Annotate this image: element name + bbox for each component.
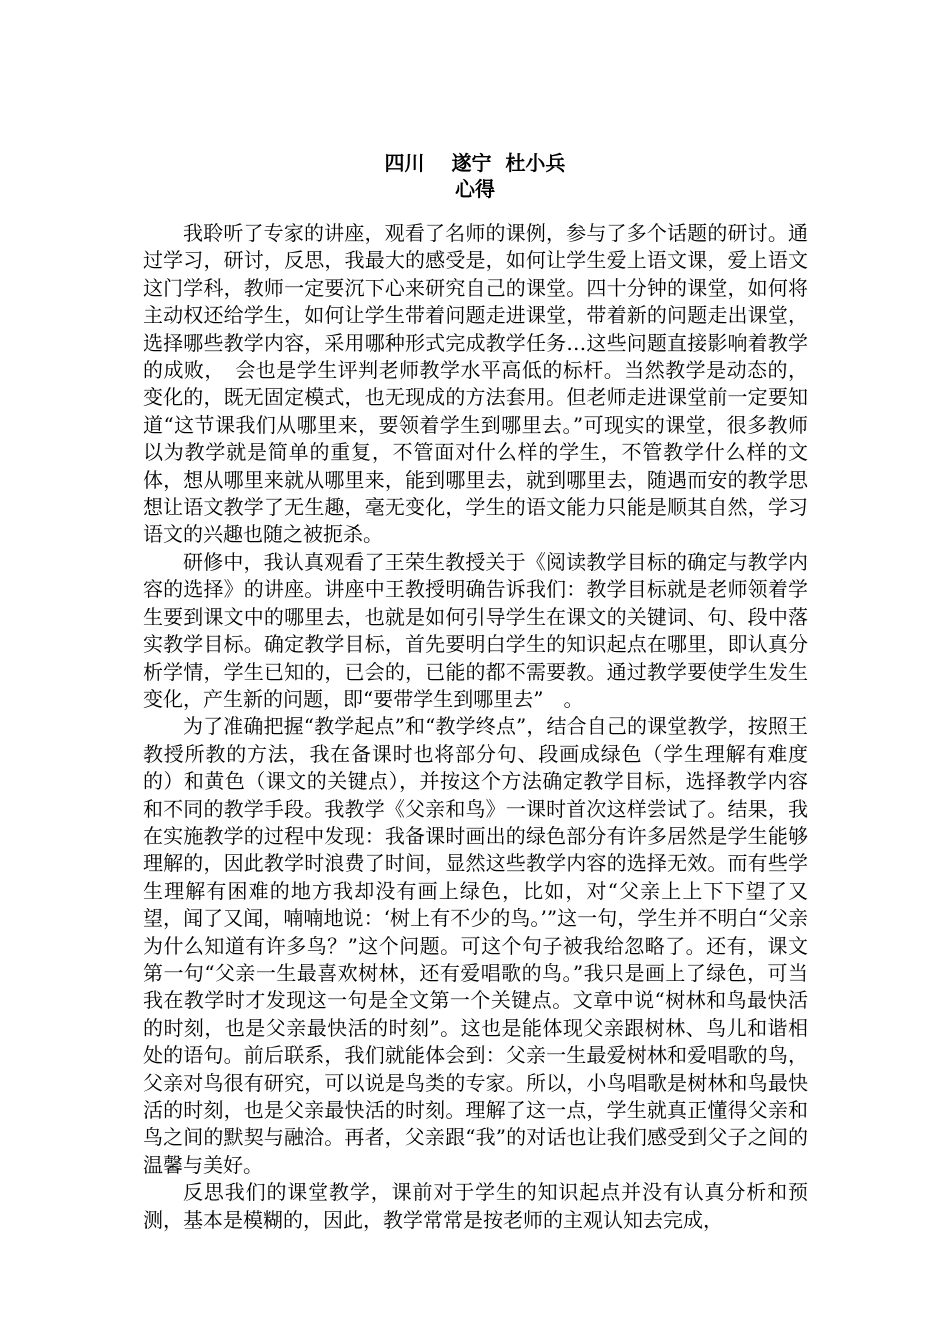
paragraph-4: 反思我们的课堂教学，课前对于学生的知识起点并没有认真分析和预测，基本是模糊的，因此，教学常常是按老师的主观认知去完成，: [143, 1180, 808, 1232]
paragraph-2: 研修中，我认真观看了王荣生教授关于《阅读教学目标的确定与教学内容的选择》的讲座。讲座中王教授明确告诉我们：教学目标就是老师领着学生要到课文中的哪里去，也就是如何引导学生在课文的关键词、句、段中落实教学目标。确定教学目标，首先要明白学生的知识起点在哪里，即认真分析学情，学生已知的，已会的，已能的都不需要教。通过教学要使学生发生变化，产生新的问题，即“要带学生到哪里去” 。: [143, 549, 808, 711]
document-body: [143, 220, 808, 1234]
document-header: [0, 150, 950, 202]
paragraph-3: 为了准确把握“教学起点”和“教学终点”，结合自己的课堂教学，按照王教授所教的方法，我在备课时也将部分句、段画成绿色（学生理解有难度的）和黄色（课文的关键点），并按这个方法确定教学目标，选择教学内容和不同的教学手段。我教学《父亲和鸟》一课时首次这样尝试了。结果，我在实施教学的过程中发现：我备课时画出的绿色部分有许多居然是学生能够理解的，因此教学时浪费了时间，显然这些教学内容的选择无效。而有些学生理解有困难的地方我却没有画上绿色，比如，对“父亲上上下下望了又望，闻了又闻，喃喃地说：‘树上有不少的鸟。’”这一句，学生并不明白“父亲为什么知道有许多鸟？”这个问题。可这个句子被我给忽略了。还有，课文第一句“父亲一生最喜欢树林，还有爱唱歌的鸟。”我只是画上了绿色，可当我在教学时才发现这一句是全文第一个关键点。文章中说“树林和鸟最快活的时刻，也是父亲最快活的时刻”。这也是能体现父亲跟树林、鸟儿和谐相处的语句。前后联系，我们就能体会到：父亲一生最爱树林和爱唱歌的鸟，父亲对鸟很有研究，可以说是鸟类的专家。所以，小鸟唱歌是树林和鸟最快活的时刻，也是父亲最快活的时刻。理解了这一点，学生就真正懂得父亲和鸟之间的默契与融洽。再者，父亲跟“我”的对话也让我们感受到父子之间的温馨与美好。: [143, 714, 808, 1177]
author-line: 四川 遂宁 杜小兵: [384, 151, 566, 175]
document-title: 心得: [455, 177, 495, 201]
paragraph-1: 我聆听了专家的讲座，观看了名师的课例，参与了多个话题的研讨。通过学习，研讨，反思，我最大的感受是，如何让学生爱上语文课，爱上语文这门学科，教师一定要沉下心来研究自己的课堂。四十分钟的课堂，如何将主动权还给学生，如何让学生带着问题走进课堂，带着新的问题走出课堂，选择哪些教学内容，采用哪种形式完成教学任务…这些问题直接影响着教学的成败， 会也是学生评判老师教学水平高低的标杆。当然教学是动态的，变化的，既无固定模式，也无现成的方法套用。但老师走进课堂前一定要知道“这节课我们从哪里来，要领着学生到哪里去。”可现实的课堂，很多教师以为教学就是简单的重复，不管面对什么样的学生，不管教学什么样的文体，想从哪里来就从哪里来，能到哪里去，就到哪里去，随遇而安的教学思想让语文教学了无生趣，毫无变化，学生的语文能力只能是顺其自然，学习语文的兴趣也随之被扼杀。: [143, 221, 808, 547]
